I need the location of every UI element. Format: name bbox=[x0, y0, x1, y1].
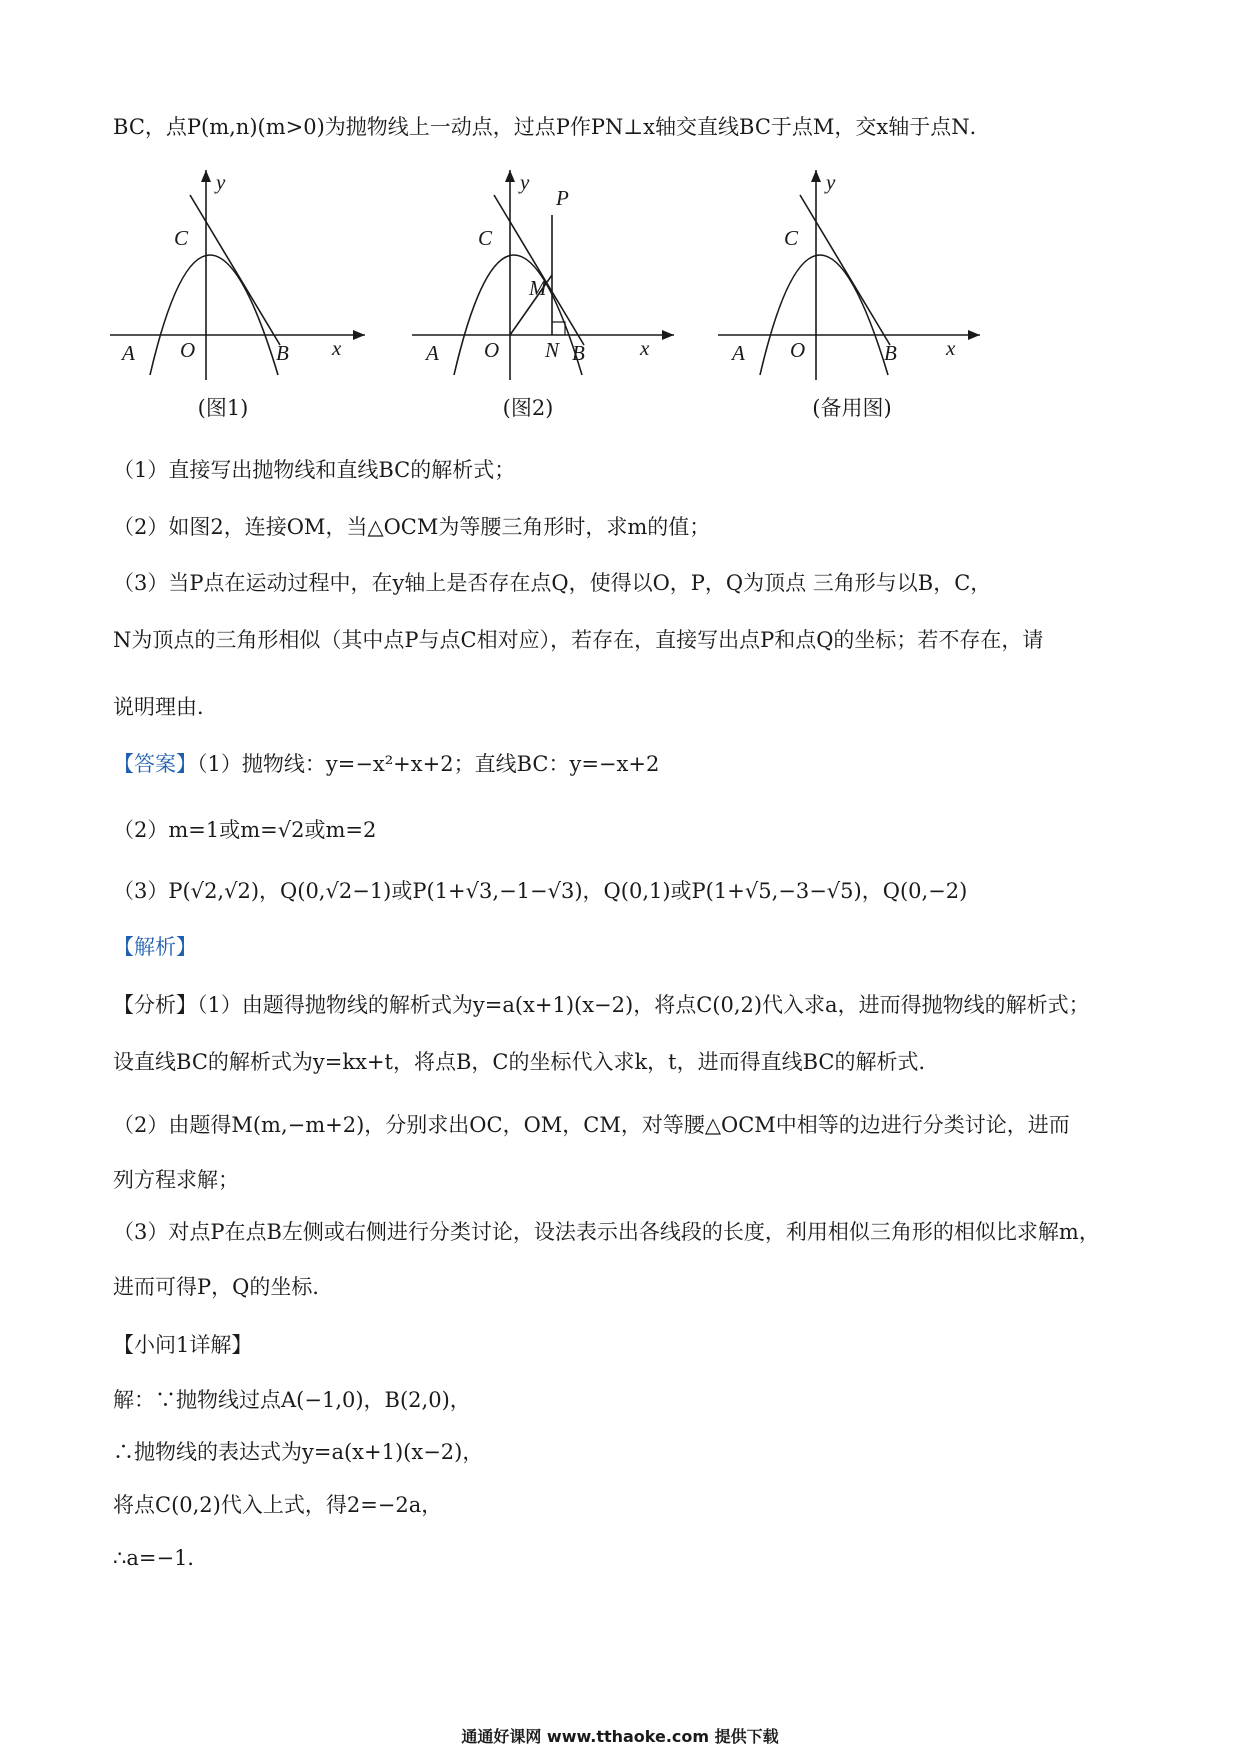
analysis-line-5: （3）对点P在点B左侧或右侧进行分类讨论，设法表示出各线段的长度，利用相似三角形的相似比求解m， bbox=[113, 1220, 1100, 1244]
analysis-label: 【解析】 bbox=[113, 935, 197, 959]
analysis-line-3: （2）由题得M(m,−m+2)，分别求出OC，OM，CM，对等腰△OCM中相等的边进行分类讨论，进而 bbox=[113, 1113, 1070, 1137]
figure-2-caption: (图2) bbox=[502, 396, 554, 420]
label-n: N bbox=[545, 338, 560, 362]
detail-line-1: 解：∵抛物线过点A(−1,0)，B(2,0)， bbox=[113, 1388, 471, 1412]
label-y: y bbox=[826, 170, 836, 194]
label-o: O bbox=[484, 338, 500, 362]
question-2: （2）如图2，连接OM，当△OCM为等腰三角形时，求m的值； bbox=[113, 515, 711, 539]
label-c: C bbox=[174, 226, 189, 250]
x-axis-arrow bbox=[968, 330, 980, 340]
intro-text: BC，点P(m,n)(m>0)为抛物线上一动点，过点P作PN⊥x轴交直线BC于点M，交x轴于点N． bbox=[113, 115, 991, 139]
label-b: B bbox=[276, 341, 289, 365]
label-x: x bbox=[946, 336, 956, 360]
analysis-line-2: 设直线BC的解析式为y=kx+t，将点B，C的坐标代入求k，t，进而得直线BC的解析式． bbox=[113, 1050, 940, 1074]
label-b: B bbox=[884, 341, 897, 365]
detail-line-2: ∴抛物线的表达式为y=a(x+1)(x−2)， bbox=[113, 1440, 484, 1464]
question-3-line-3: 说明理由． bbox=[113, 695, 218, 719]
detail-line-4: ∴a=−1． bbox=[113, 1546, 209, 1570]
question-1: （1）直接写出抛物线和直线BC的解析式； bbox=[113, 458, 516, 482]
label-m: M bbox=[529, 276, 547, 300]
label-o: O bbox=[180, 338, 196, 362]
detail-heading: 【小问1详解】 bbox=[113, 1333, 253, 1357]
question-3-line-1: （3）当P点在运动过程中，在y轴上是否存在点Q，使得以O，P，Q为顶点 三角形与以B，C， bbox=[113, 571, 992, 595]
label-x: x bbox=[640, 336, 650, 360]
label-c: C bbox=[784, 226, 799, 250]
answer-label: 【答案】 bbox=[113, 752, 197, 776]
analysis-line-1: 【分析】（1）由题得抛物线的解析式为y=a(x+1)(x−2)，将点C(0,2)代入求a，进而得抛物线的解析式； bbox=[113, 993, 1090, 1017]
figure-1-caption: (图1) bbox=[197, 396, 249, 420]
label-p: P bbox=[556, 186, 569, 210]
label-o: O bbox=[790, 338, 806, 362]
label-a: A bbox=[122, 341, 135, 365]
line-bc bbox=[494, 195, 584, 345]
answer-line-3: （3）P(√2,√2)，Q(0,√2−1)或P(1+√3,−1−√3)，Q(0,1)或P(1+√5,−3−√5)，Q(0,−2) bbox=[113, 879, 968, 903]
y-axis-arrow bbox=[811, 170, 821, 182]
label-y: y bbox=[216, 170, 226, 194]
detail-line-3: 将点C(0,2)代入上式，得2=−2a， bbox=[113, 1493, 443, 1517]
parabola bbox=[454, 255, 582, 375]
label-y: y bbox=[520, 170, 530, 194]
x-axis-arrow bbox=[353, 330, 365, 340]
y-axis-arrow bbox=[505, 170, 515, 182]
parabola bbox=[150, 255, 278, 375]
answer-line-2: （2）m=1或m=√2或m=2 bbox=[113, 818, 377, 842]
y-axis-arrow bbox=[201, 170, 211, 182]
parabola bbox=[760, 255, 888, 375]
analysis-line-6: 进而可得P，Q的坐标． bbox=[113, 1275, 334, 1299]
answer-text-1: （1）抛物线：y=−x²+x+2；直线BC：y=−x+2 bbox=[197, 752, 660, 776]
label-a: A bbox=[732, 341, 745, 365]
line-bc bbox=[800, 195, 890, 345]
right-angle-mark bbox=[552, 322, 565, 335]
figure-1 bbox=[110, 165, 370, 385]
figure-spare bbox=[718, 165, 988, 385]
label-x: x bbox=[332, 336, 342, 360]
label-a: A bbox=[426, 341, 439, 365]
figure-2 bbox=[412, 165, 682, 385]
question-3-line-2: N为顶点的三角形相似（其中点P与点C相对应），若存在，直接写出点P和点Q的坐标；若不存在，请 bbox=[113, 628, 1044, 652]
x-axis-arrow bbox=[662, 330, 674, 340]
label-b: B bbox=[572, 341, 585, 365]
label-c: C bbox=[478, 226, 493, 250]
page-footer: 通通好课网 www.tthaoke.com 提供下载 bbox=[461, 1727, 779, 1746]
line-bc bbox=[190, 195, 280, 345]
answer-line-1 bbox=[113, 749, 659, 779]
figure-spare-caption: (备用图) bbox=[812, 396, 892, 420]
analysis-line-4: 列方程求解； bbox=[113, 1168, 239, 1192]
